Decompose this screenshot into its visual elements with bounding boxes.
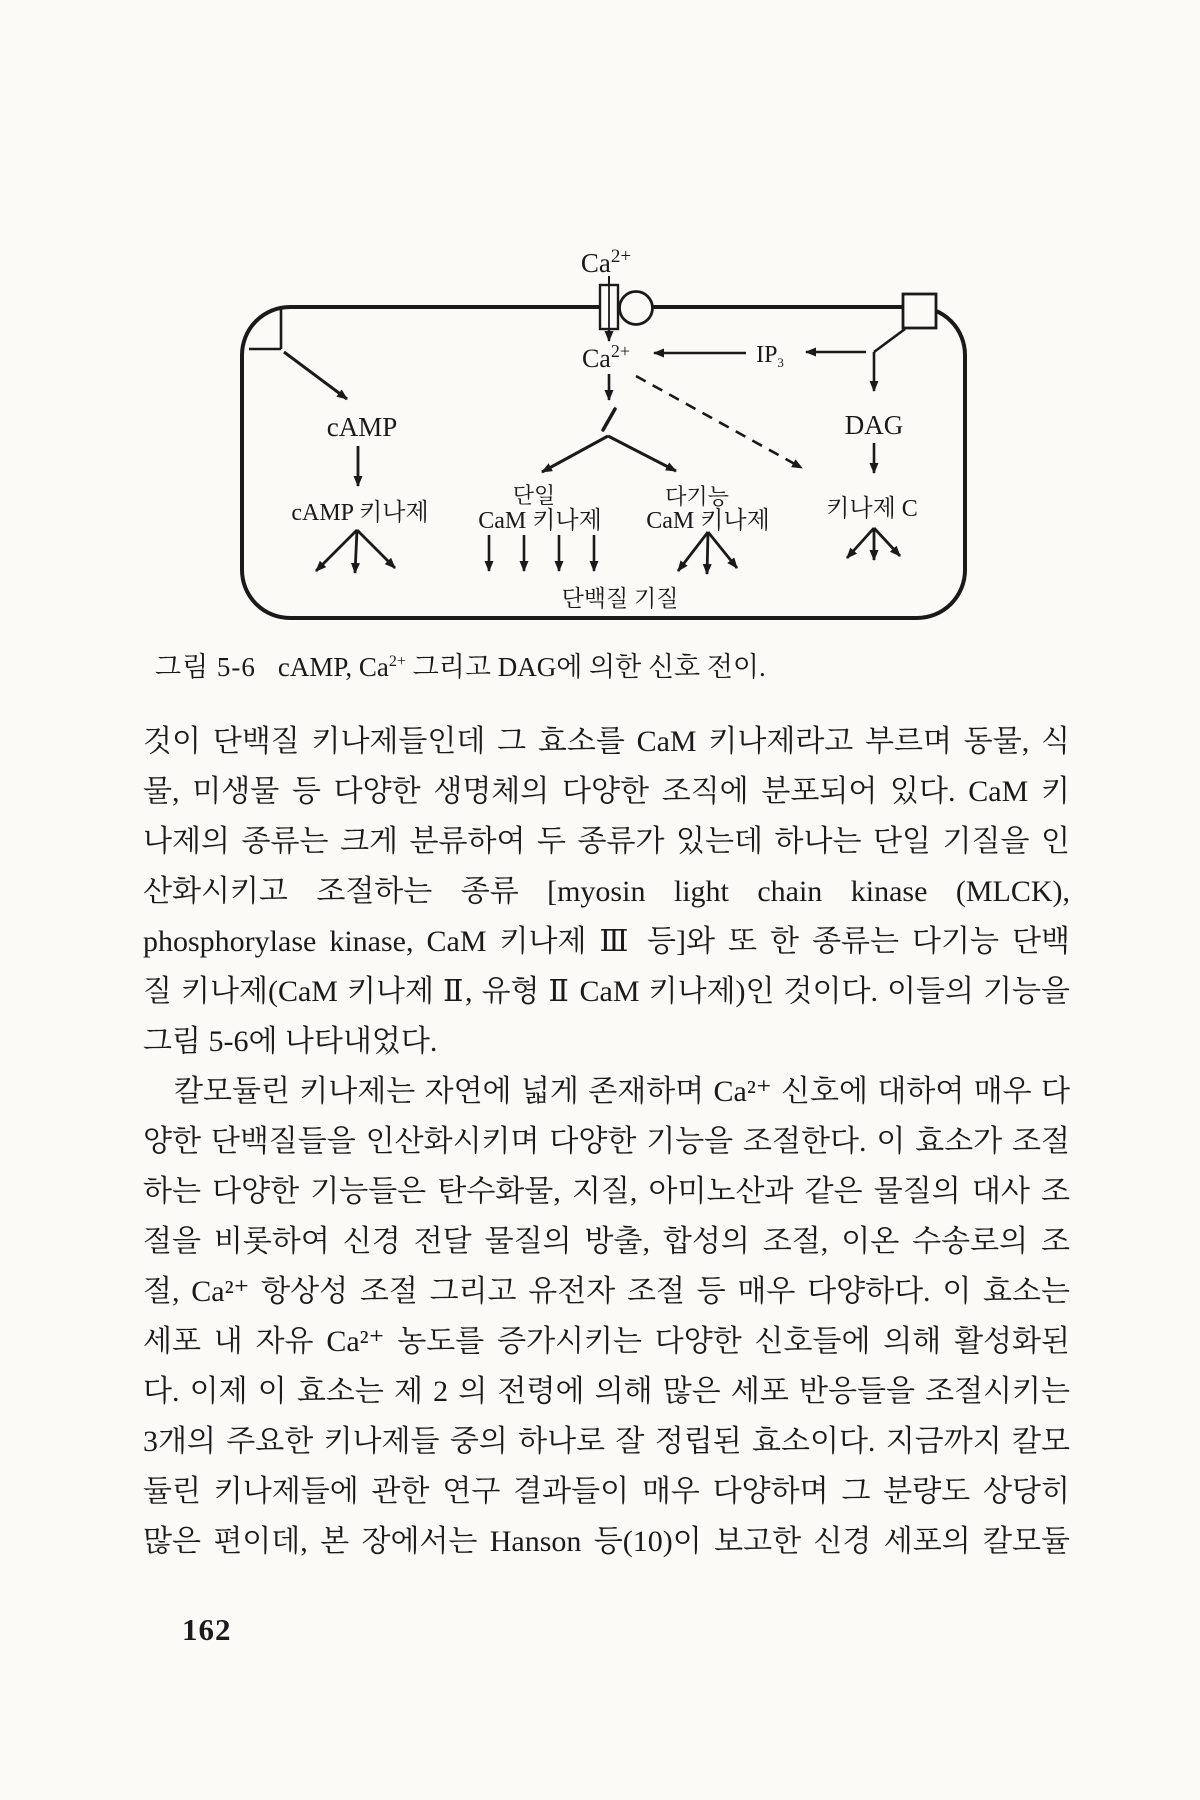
body-line: 것이 단백질 키나제들인데 그 효소를 CaM 키나제라고 부르며 동물, 식 bbox=[143, 725, 1070, 758]
body-line: 질 키나제(CaM 키나제 Ⅱ, 유형 Ⅱ CaM 키나제)인 것이다. 이들의 기능을 bbox=[143, 975, 1070, 1008]
single-cam-kinase-substrate-arrows bbox=[489, 535, 594, 571]
ip3-label: $IP_3$ bbox=[756, 342, 784, 370]
calcium-outside-label: $Ca^{2+}$ bbox=[580, 246, 632, 278]
kinase-c-label: 키나제 C bbox=[826, 496, 918, 522]
camp-label: cAMP bbox=[326, 412, 398, 442]
figure-caption-superscript: 2+ bbox=[388, 653, 406, 670]
camp-pathway-arrows bbox=[284, 352, 395, 573]
body-line: 절을 비롯하여 신경 전달 물질의 방출, 합성의 조절, 이온 수송로의 조 bbox=[143, 1225, 1070, 1258]
dag-label: DAG bbox=[844, 410, 904, 440]
multi-cam-kinase-label-line1: 다기능 bbox=[665, 484, 729, 509]
figure-caption-text-post: 그리고 DAG에 의한 신호 전이. bbox=[405, 652, 766, 682]
single-cam-kinase-label-line2: CaM 키나제 bbox=[478, 508, 602, 534]
body-line: 물, 미생물 등 다양한 생명체의 다양한 조직에 분포되어 있다. CaM 키 bbox=[143, 775, 1070, 808]
g-protein-circle-icon bbox=[620, 292, 653, 325]
protein-substrate-label: 단백질 기질 bbox=[561, 586, 679, 611]
body-text bbox=[143, 717, 1070, 1567]
body-line: 양한 단백질들을 인산화시키며 다양한 기능을 조절한다. 이 효소가 조절 bbox=[143, 1125, 1070, 1158]
body-line: 칼모듈린 키나제는 자연에 넓게 존재하며 Ca²⁺ 신호에 대하여 매우 다 bbox=[174, 1075, 1070, 1108]
figure-caption-number: 그림 5-6 bbox=[155, 652, 256, 682]
multi-cam-kinase-substrate-arrows bbox=[678, 532, 737, 574]
calmodulin-slash bbox=[603, 409, 615, 430]
camp-kinase-label: cAMP 키나제 bbox=[291, 500, 429, 526]
body-line: 듈린 키나제들에 관한 연구 결과들이 매우 다양하며 그 분량도 상당히 bbox=[143, 1475, 1070, 1508]
body-line: 하는 다양한 기능들은 탄수화물, 지질, 아미노산과 같은 물질의 대사 조 bbox=[143, 1175, 1070, 1208]
body-line: 3개의 주요한 키나제들 중의 하나로 잘 정립된 효소이다. 지금까지 칼모 bbox=[143, 1425, 1070, 1458]
body-line: 절, Ca²⁺ 항상성 조절 그리고 유전자 조절 등 매우 다양하다. 이 효소는 bbox=[143, 1275, 1070, 1308]
figure-caption-text-pre: cAMP, Ca bbox=[277, 652, 389, 682]
body-line: 그림 5-6에 나타내었다. bbox=[143, 1025, 438, 1058]
body-line: 산화시키고 조절하는 종류 [myosin light chain kinase (MLCK), bbox=[143, 875, 1070, 908]
body-line: phosphorylase kinase, CaM 키나제 Ⅲ 등]와 또 한 종류는 다기능 단백 bbox=[143, 925, 1070, 958]
calcium-inside-label: $Ca^{2+}$ bbox=[581, 341, 631, 373]
body-line: 나제의 종류는 크게 분류하여 두 종류가 있는데 하나는 단일 기질을 인 bbox=[143, 825, 1070, 858]
figure-caption bbox=[155, 650, 955, 684]
receptor-square-icon bbox=[903, 294, 936, 328]
body-line: 세포 내 자유 Ca²⁺ 농도를 증가시키는 다양한 신호들에 의해 활성화된 bbox=[143, 1325, 1070, 1358]
signal-transduction-diagram bbox=[0, 0, 1200, 660]
body-line: 많은 편이데, 본 장에서는 Hanson 등(10)이 보고한 신경 세포의 칼모듈 bbox=[143, 1525, 1070, 1558]
single-cam-kinase-label-line1: 단일 bbox=[512, 483, 556, 508]
page-number: 162 bbox=[182, 1612, 232, 1647]
cam-kinase-branch-arrows bbox=[542, 436, 676, 472]
body-line: 다. 이제 이 효소는 제 2 의 전령에 의해 많은 세포 반응들을 조절시키는 bbox=[143, 1375, 1070, 1408]
multi-cam-kinase-label-line2: CaM 키나제 bbox=[646, 508, 770, 534]
calcium-to-kinase-c-dashed-arrow bbox=[636, 376, 802, 468]
